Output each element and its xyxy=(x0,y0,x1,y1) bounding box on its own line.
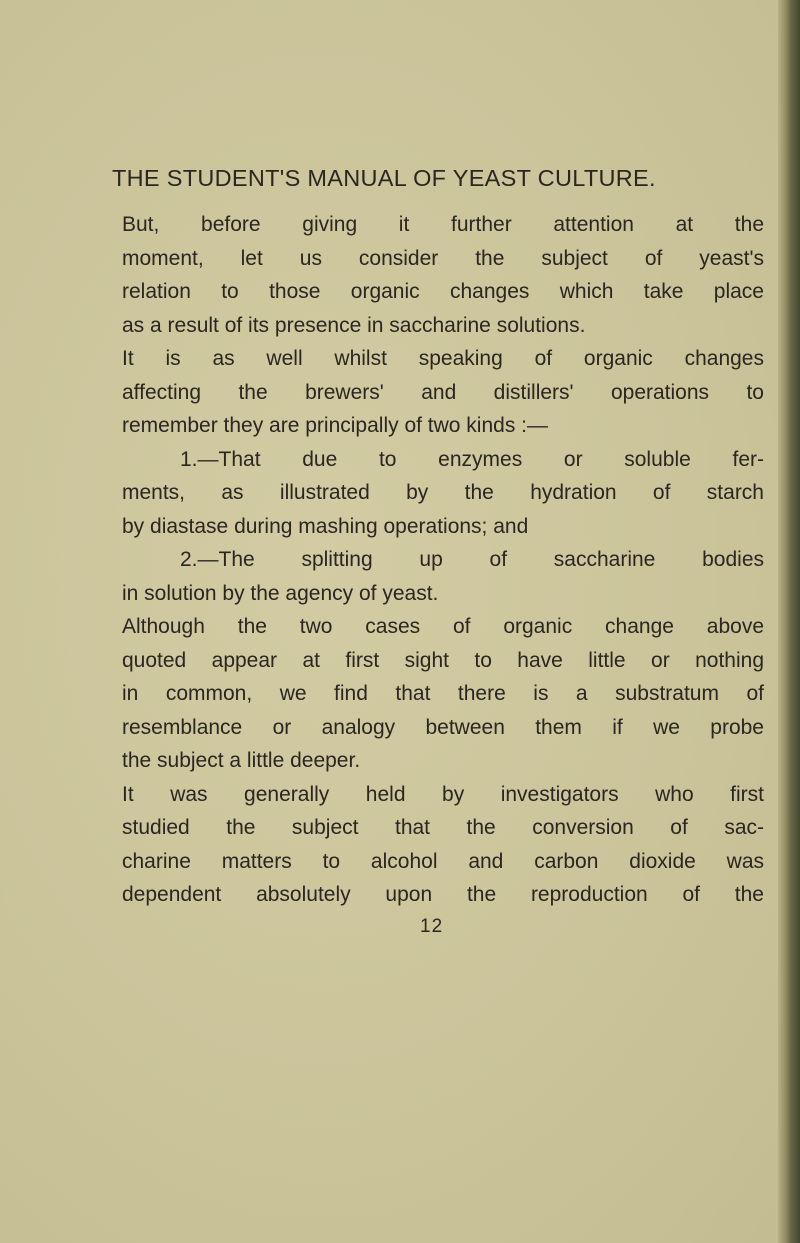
numbered-item-line: 1.—That due to enzymes or soluble fer- xyxy=(180,447,764,471)
text-line: moment, let us consider the subject of yeast's xyxy=(122,246,764,270)
page-number: 12 xyxy=(420,916,444,937)
text-line: charine matters to alcohol and carbon dioxide was xyxy=(122,849,764,873)
text-line: the subject a little deeper. xyxy=(122,749,361,772)
text-line: Although the two cases of organic change above xyxy=(122,615,764,638)
text-line: dependent absolutely upon the reproduction of the xyxy=(122,883,764,906)
text-line: It is as well whilst speaking of organic changes xyxy=(122,347,764,370)
body-text xyxy=(122,208,764,912)
text-line: in common, we find that there is a substratum of xyxy=(122,682,764,705)
text-line: ments, as illustrated by the hydration of starch xyxy=(122,481,764,504)
text-line: studied the subject that the conversion of sac- xyxy=(122,816,764,839)
text-line: But, before giving it further attention at the xyxy=(122,213,764,236)
numbered-item-line: 2.—The splitting up of saccharine bodies xyxy=(180,548,764,571)
text-line: in solution by the agency of yeast. xyxy=(122,581,439,605)
text-line: quoted appear at first sight to have little or nothing xyxy=(122,648,764,672)
text-line: affecting the brewers' and distillers' operations to xyxy=(122,380,764,404)
page-edge-shadow xyxy=(778,0,800,1243)
text-line: as a result of its presence in saccharine solutions. xyxy=(122,313,586,337)
text-line: It was generally held by investigators who first xyxy=(122,782,764,806)
text-line: resemblance or analogy between them if we probe xyxy=(122,715,764,739)
text-line: remember they are principally of two kinds :— xyxy=(122,414,548,437)
text-line: relation to those organic changes which take place xyxy=(122,280,764,303)
text-line: by diastase during mashing operations; and xyxy=(122,514,529,538)
running-head: THE STUDENT'S MANUAL OF YEAST CULTURE. xyxy=(112,165,656,191)
